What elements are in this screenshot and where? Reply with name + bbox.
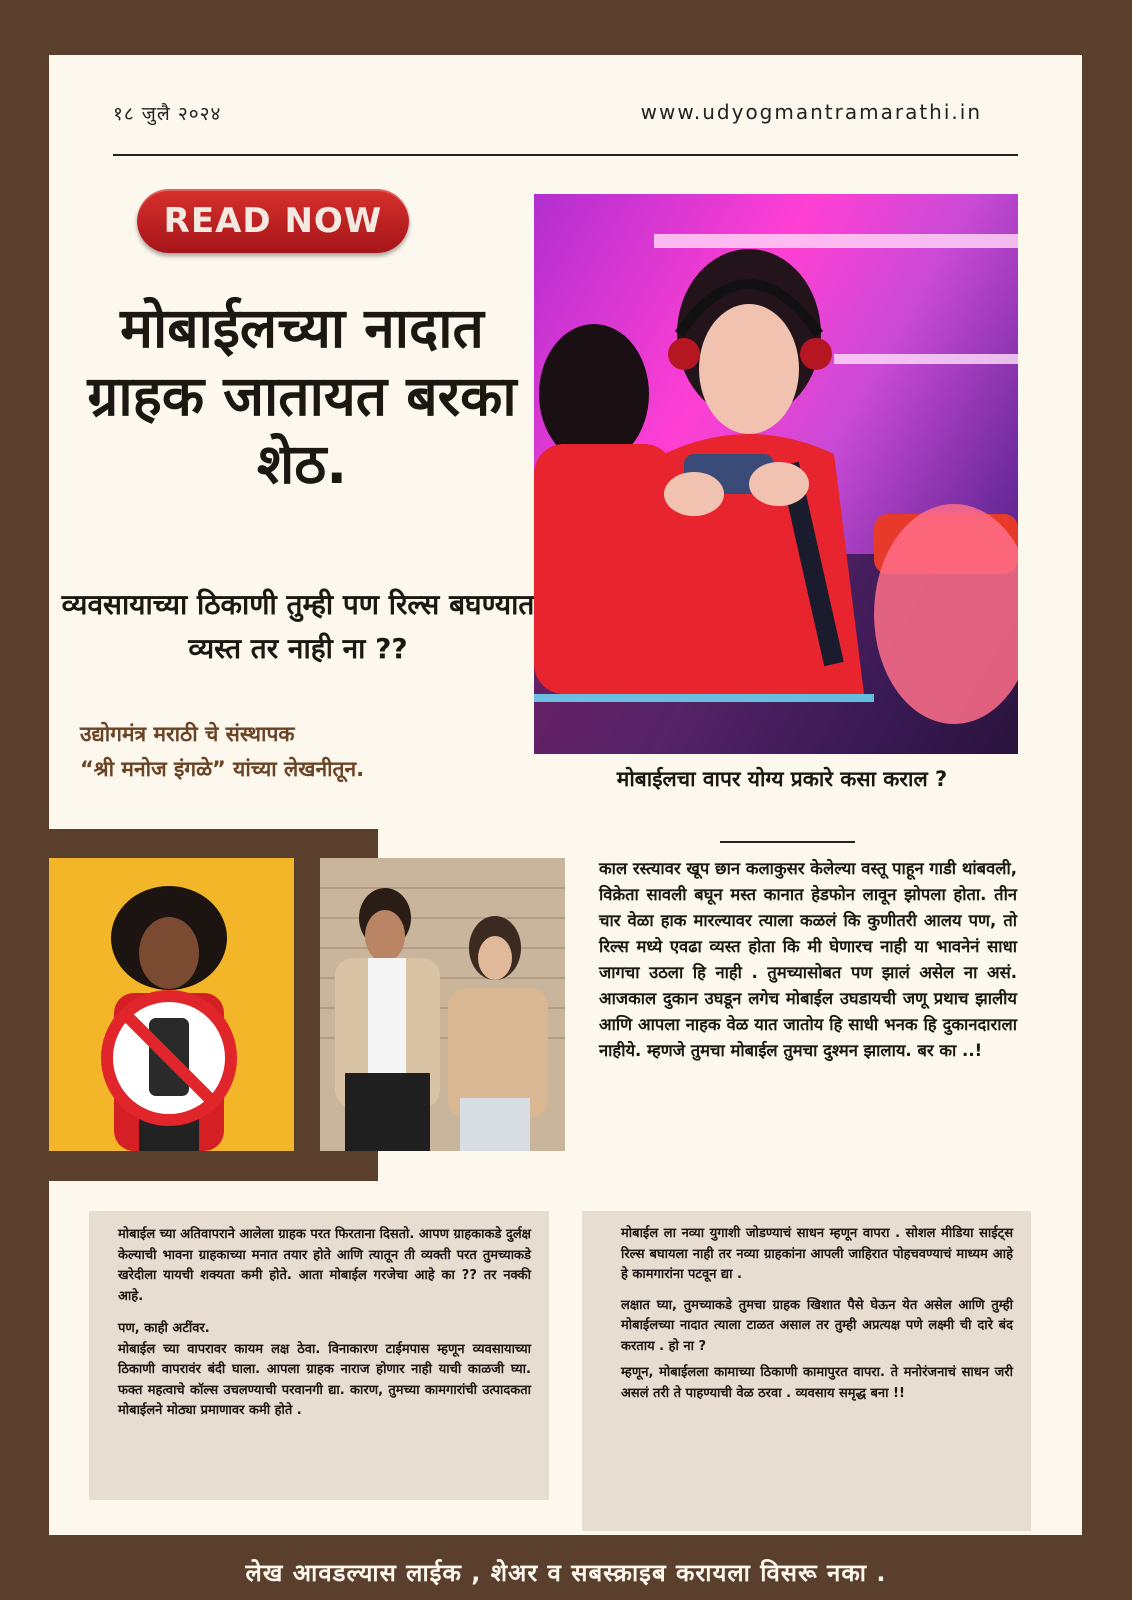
box-right-paragraph-2: लक्षात घ्या, तुमच्याकडे तुमचा ग्राहक खिशात पैसे घेऊन येत असेल आणि तुम्ही मोबाईलच्या नादात त्याला टाळत असाल तर तुम्ही अप्रत्यक्ष पणे लक्ष्मी ची दारे बंद करताय . हो ना ? [621,1297,1013,1354]
article-body: काल रस्त्यावर खूप छान कलाकुसर केलेल्या वस्तू पाहून गाडी थांबवली, विक्रेता सावली बघून मस्त कानात हेडफोन लावून झोपला होता. तीन चार वेळा हाक मारल्यावर त्याला कळलं कि कुणीतरी आलय पण, तो रिल्स मध्ये एवढा व्यस्त होता कि मी घेणारच नाही या भावनेनं साधा जागचा उठला हि नाही . तुमच्यासोबत पण झालं असेल ना असं. आजकाल दुकान उघडून लगेच मोबाईल उघडायची जणू प्रथाच झालीय आणि आपला नाहक वेळ यात जातोय हि साधी भनक हि दुकानदाराला नाहीये. म्हणजे तुमचा मोबाईल तुमचा दुश्मन झालाय. बर का ..! [599,859,1017,1060]
people-on-phones-photo [320,858,565,1151]
box-left-paragraph-2: पण, काही अटींवर. [118,1321,210,1336]
footer-call-to-action: लेख आवडल्यास लाईक , शेअर व सबस्क्राइब करायला विसरू नका . [245,1559,887,1587]
header-divider [113,154,1018,156]
couple-illustration [320,858,565,1151]
headline: मोबाईलच्या नादात ग्राहक जातायत बरका शेठ. [87,296,517,496]
photo-caption: मोबाईलचा वापर योग्य प्रकारे कसा कराल ? [616,767,948,791]
date: १८ जुलै २०२४ [113,103,222,125]
subheadline: व्यवसायाच्या ठिकाणी तुम्ही पण रिल्स बघण्यात व्यस्त तर नाही ना ?? [61,588,535,665]
read-now-button[interactable]: READ NOW [137,189,409,253]
box-left-paragraph-3: मोबाईल च्या वापरावर कायम लक्ष ठेवा. विनाकारण टाईमपास म्हणून व्यवसायाच्या ठिकाणी वापरावंर बंदी घाला. आपला ग्राहक नाराज होणार नाही याची काळजी घ्या. फक्त महत्वाचे कॉल्स उचलण्याची परवानगी द्या. कारण, तुमच्या कामगारांची उत्पादकता मोबाईलने मोठ्या प्रमाणावर कमी होते . [118,1341,531,1418]
section-divider [720,841,855,843]
tips-box-right [582,1211,1031,1531]
tips-box-left [89,1211,549,1500]
gamers-illustration [534,194,1018,754]
author-line-1: उद्योगमंत्र मराठी चे संस्थापक [80,722,295,746]
gamers-photo [534,194,1018,754]
website-link[interactable]: www.udyogmantramarathi.in [640,100,982,124]
author-line-2: “श्री मनोज इंगळे” यांच्या लेखनीतून. [80,757,365,781]
box-left-paragraph-1: मोबाईल च्या अतिवापराने आलेला ग्राहक परत फिरताना दिसतो. आपण ग्राहकाकडे दुर्लक्ष केल्याची भावना ग्राहकाच्या मनात तयार होते आणि त्यातून ती व्यक्ती परत तुमच्याकडे खरेदीला यायची शक्यता कमी होते. आता मोबाईल गरजेचा आहे का ?? तर नक्की आहे. [118,1227,531,1304]
no-phone-illustration [49,858,294,1151]
box-right-paragraph-3: म्हणून, मोबाईलला कामाच्या ठिकाणी कामापुरत वापरा. ते मनोरंजनाचं साधन जरी असलं तरी ते पाहण्याची वेळ ठरवा . व्यवसाय समृद्ध बना !! [621,1365,1013,1401]
author-credit [80,717,500,787]
no-phone-girl-photo [49,858,294,1151]
box-right-paragraph-1: मोबाईल ला नव्या युगाशी जोडण्याचं साधन म्हणून वापरा . सोशल मीडिया साईट्स रिल्स बघायला नाही तर नव्या ग्राहकांना आपली जाहिरात पोहचवण्याचं माध्यम आहे हे कामगारांना पटवून द्या . [621,1226,1013,1282]
